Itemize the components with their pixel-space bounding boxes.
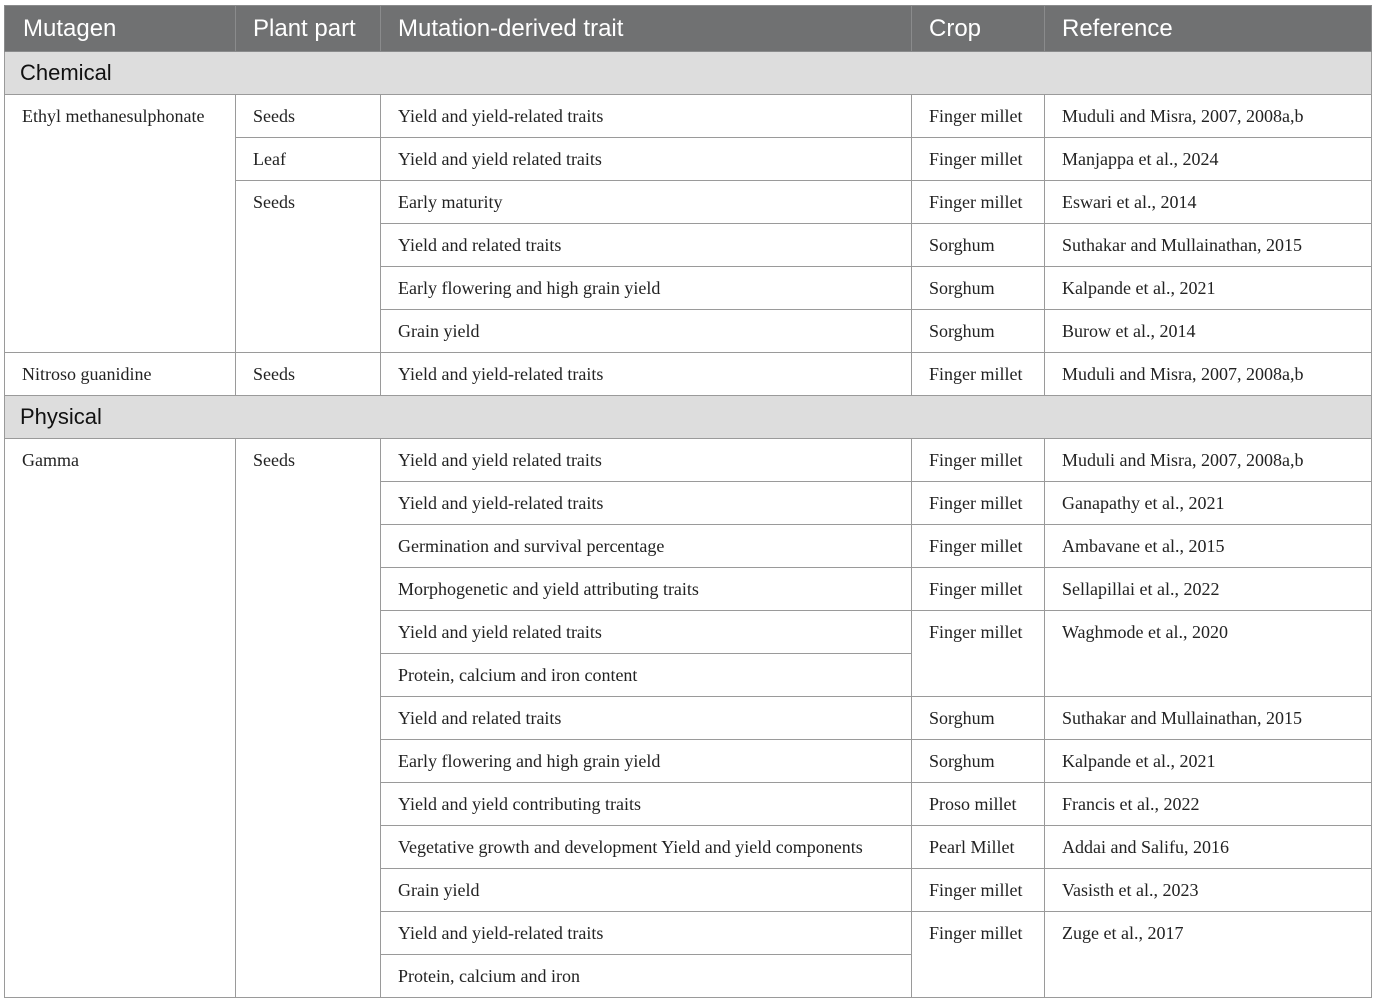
plant-part-cell: Seeds: [236, 439, 381, 998]
section-row-chemical: [5, 52, 1372, 95]
plant-part-cell: Seeds: [236, 181, 381, 353]
mutagen-cell: Gamma: [5, 439, 236, 998]
column-header-reference: Reference: [1045, 6, 1372, 52]
crop-cell: Finger millet: [912, 525, 1045, 568]
reference-link[interactable]: Muduli and Misra, 2007, 2008a,b: [1045, 353, 1372, 396]
crop-cell: Finger millet: [912, 95, 1045, 138]
trait-cell: Yield and yield-related traits: [381, 482, 912, 525]
crop-cell: Pearl Millet: [912, 826, 1045, 869]
reference-link[interactable]: Sellapillai et al., 2022: [1045, 568, 1372, 611]
trait-cell: Yield and yield contributing traits: [381, 783, 912, 826]
reference-link[interactable]: Vasisth et al., 2023: [1045, 869, 1372, 912]
crop-cell: Sorghum: [912, 697, 1045, 740]
trait-cell: Morphogenetic and yield attributing traits: [381, 568, 912, 611]
table-row: [5, 95, 1372, 138]
trait-cell: Yield and related traits: [381, 697, 912, 740]
mutagen-cell: Nitroso guanidine: [5, 353, 236, 396]
trait-cell: Grain yield: [381, 869, 912, 912]
reference-link[interactable]: Kalpande et al., 2021: [1045, 740, 1372, 783]
reference-link[interactable]: Francis et al., 2022: [1045, 783, 1372, 826]
mutation-traits-table: [4, 5, 1372, 998]
table-row: [5, 439, 1372, 482]
trait-cell: Yield and yield related traits: [381, 611, 912, 654]
section-label: Chemical: [5, 52, 1372, 95]
reference-link[interactable]: Eswari et al., 2014: [1045, 181, 1372, 224]
trait-cell: Yield and yield-related traits: [381, 95, 912, 138]
section-label: Physical: [5, 396, 1372, 439]
crop-cell: Sorghum: [912, 740, 1045, 783]
trait-cell: Vegetative growth and development Yield and yield components: [381, 826, 912, 869]
mutagen-cell: Ethyl methanesulphonate: [5, 95, 236, 353]
crop-cell: Finger millet: [912, 568, 1045, 611]
trait-cell: Yield and yield related traits: [381, 439, 912, 482]
header-row: [5, 6, 1372, 52]
trait-cell: Grain yield: [381, 310, 912, 353]
crop-cell: Sorghum: [912, 267, 1045, 310]
reference-link[interactable]: Suthakar and Mullainathan, 2015: [1045, 697, 1372, 740]
crop-cell: Proso millet: [912, 783, 1045, 826]
reference-link[interactable]: Burow et al., 2014: [1045, 310, 1372, 353]
reference-link[interactable]: Zuge et al., 2017: [1045, 912, 1372, 998]
reference-link[interactable]: Kalpande et al., 2021: [1045, 267, 1372, 310]
reference-link[interactable]: Manjappa et al., 2024: [1045, 138, 1372, 181]
reference-link[interactable]: Suthakar and Mullainathan, 2015: [1045, 224, 1372, 267]
plant-part-cell: Seeds: [236, 353, 381, 396]
trait-cell: Yield and related traits: [381, 224, 912, 267]
section-row-physical: [5, 396, 1372, 439]
trait-cell: Protein, calcium and iron content: [381, 654, 912, 697]
reference-link[interactable]: Ambavane et al., 2015: [1045, 525, 1372, 568]
column-header-mutagen: Mutagen: [5, 6, 236, 52]
reference-link[interactable]: Waghmode et al., 2020: [1045, 611, 1372, 697]
plant-part-cell: Leaf: [236, 138, 381, 181]
crop-cell: Finger millet: [912, 138, 1045, 181]
crop-cell: Finger millet: [912, 482, 1045, 525]
table-row: [5, 353, 1372, 396]
crop-cell: Finger millet: [912, 912, 1045, 998]
trait-cell: Yield and yield related traits: [381, 138, 912, 181]
crop-cell: Finger millet: [912, 353, 1045, 396]
column-header-trait: Mutation-derived trait: [381, 6, 912, 52]
crop-cell: Finger millet: [912, 611, 1045, 697]
trait-cell: Early maturity: [381, 181, 912, 224]
reference-link[interactable]: Ganapathy et al., 2021: [1045, 482, 1372, 525]
column-header-crop: Crop: [912, 6, 1045, 52]
trait-cell: Early flowering and high grain yield: [381, 267, 912, 310]
trait-cell: Yield and yield-related traits: [381, 353, 912, 396]
crop-cell: Finger millet: [912, 181, 1045, 224]
crop-cell: Finger millet: [912, 439, 1045, 482]
trait-cell: Protein, calcium and iron: [381, 955, 912, 998]
plant-part-cell: Seeds: [236, 95, 381, 138]
reference-link[interactable]: Muduli and Misra, 2007, 2008a,b: [1045, 439, 1372, 482]
crop-cell: Sorghum: [912, 224, 1045, 267]
trait-cell: Yield and yield-related traits: [381, 912, 912, 955]
crop-cell: Sorghum: [912, 310, 1045, 353]
column-header-plant-part: Plant part: [236, 6, 381, 52]
reference-link[interactable]: Muduli and Misra, 2007, 2008a,b: [1045, 95, 1372, 138]
reference-link[interactable]: Addai and Salifu, 2016: [1045, 826, 1372, 869]
trait-cell: Germination and survival percentage: [381, 525, 912, 568]
crop-cell: Finger millet: [912, 869, 1045, 912]
trait-cell: Early flowering and high grain yield: [381, 740, 912, 783]
